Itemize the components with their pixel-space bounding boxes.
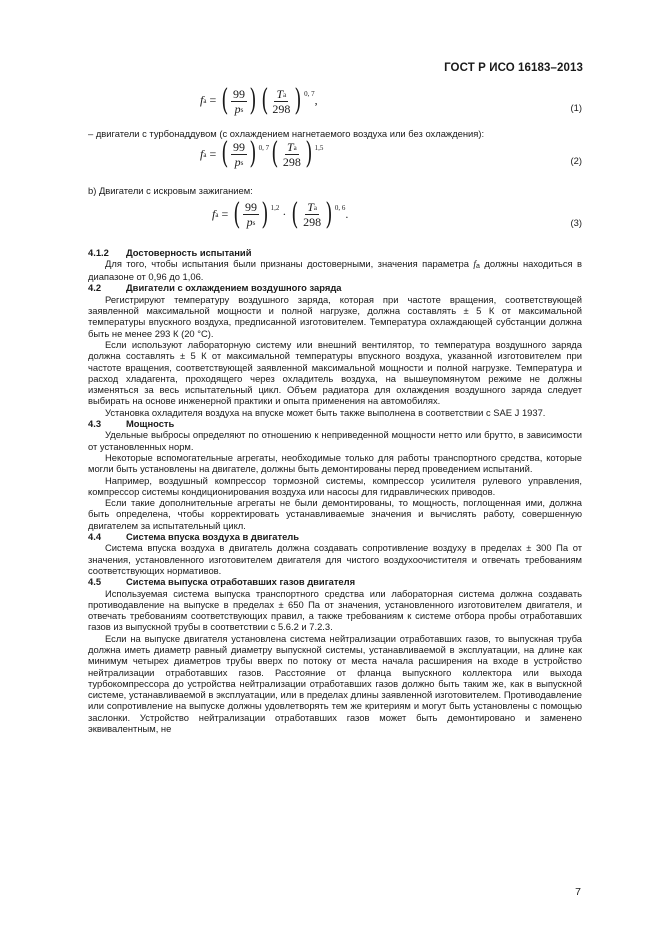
equation-3 bbox=[88, 197, 582, 247]
paragraph: Установка охладителя воздуха на впуске может быть также выполнена в соответствии с SAE J 1937. bbox=[105, 406, 546, 418]
eq-num-2: T bbox=[276, 86, 284, 101]
eq-lhs: f bbox=[200, 93, 204, 108]
eq-den-1-sub: s bbox=[240, 105, 244, 114]
paragraph: Регистрируют температуру воздушного заряда, которая при частоте вращения, соответствующей заявленной максимальной мощности и полной нагрузке, должна составлять ± 5 К от максимальной температуры впускного воздуха, предписанной изготовителем. Температура охлаждающей субстанции должна быть не менее 293 К (20 °С). bbox=[88, 293, 582, 339]
param-symbol-sub: a bbox=[476, 262, 480, 270]
param-symbol: f bbox=[473, 259, 477, 270]
section-heading-4-1-2 bbox=[88, 247, 582, 258]
eq-exp-1: 0, 7 bbox=[258, 143, 270, 152]
turbo-line: – двигатели с турбонаддувом (с охлаждением нагнетаемого воздуха или без охлаждения): bbox=[88, 128, 485, 139]
eq-num-2: T bbox=[307, 200, 314, 215]
section-title: Достоверность испытаний bbox=[126, 246, 252, 258]
eq-exp-1: 1,2 bbox=[270, 203, 280, 212]
equation-number: (2) bbox=[570, 155, 582, 167]
section-title: Двигатели с охлаждением воздушного заряда bbox=[126, 282, 342, 294]
eq-lhs: f bbox=[200, 146, 204, 161]
section-number: 4.4 bbox=[88, 531, 102, 543]
eq-exp-2: 0, 7 bbox=[304, 90, 315, 99]
eq-den-2: 298 bbox=[282, 154, 301, 169]
paragraph: Если на выпуске двигателя установлена система нейтрализации отработавших газов, то выпускная труба должна иметь диаметр равный диаметру выпускной системы, устанавливаемой в эксплуатации, на длине как минимум четырех диаметров трубы вверх по потоку от места начала расширения на входе в устройство нейтрализации отработавших газов. Расстояние от фланца выпускного коллектора или выхода турбокомпрессора до устройства нейтрализации отработавших газов должно быть таким же, как в выпускной системе, устанавливаемой в эксплуатации, или в пределах длины заявленной изготовителем. Противодавление или сопротивление на выпуске должны удовлетворять тем же критериям и могут быть установлены с помощью заслонки. Устройство нейтрализации отработавших газов может быть демонтировано и заменено эквивалентным, не bbox=[88, 632, 582, 735]
paragraph: Если такие дополнительные агрегаты не были демонтированы, то мощность, поглощенная ими, должна быть определена, чтобы корректировать устанавливаемые значения и вычислять работу, совершенную двигателем за испытательный цикл. bbox=[88, 497, 582, 531]
spark-line: b) Двигатели с искровым зажиганием: bbox=[88, 185, 253, 197]
eq-den-1: p bbox=[234, 154, 241, 169]
paragraph: Если используют лабораторную систему или внешний вентилятор, то температура воздушного заряда должна составлять ± 5 К от максимальной температуры впускного воздуха, указанной изготовителем при частоте вращения, соответствующей заявленной максимальной мощности и полной нагрузке. Температура и расход хладагента, проходящего через охладитель воздуха, на вышеупомянутом режиме не должны изменяться за весь испытательный цикл. Объем радиатора для охлаждения воздушного заряда следует выбирать на основе инженерной практики и опыта применения на автомобилях. bbox=[88, 338, 582, 407]
eq-num-1: 99 bbox=[232, 86, 245, 101]
eq-den-2: 298 bbox=[272, 101, 291, 116]
section-title: Система впуска воздуха в двигатель bbox=[126, 531, 300, 543]
paragraph: Используемая система выпуска транспортного средства или лабораторная система должна создавать противодавление на выпуске в пределах ± 650 Па от значения, установленного изготовителем двигателя, и отвечать требованиям соответствующих правил, а также требованиям к системе отбора пробы отработавших газов из выпускной трубы в соответствии с 5.6.2 и 7.2.3. bbox=[88, 587, 582, 633]
eq-num-1: 99 bbox=[244, 200, 257, 215]
section-heading-4-2 bbox=[88, 282, 582, 293]
eq-num-2-sub: a bbox=[293, 143, 297, 152]
paragraph: Система впуска воздуха в двигатель должна создавать сопротивление воздуху в пределах ± 300 Па от значения, установленного изготовителем двигателя для чистого воздухоочистителя и отвечать требованиям соответствующих нормативов. bbox=[88, 542, 582, 576]
section-title: Система выпуска отработавших газов двигателя bbox=[126, 576, 356, 588]
document-id-header: ГОСТ Р ИСО 16183–2013 bbox=[444, 62, 583, 74]
equation-1 bbox=[88, 83, 582, 130]
eq-num-2-sub: a bbox=[283, 90, 287, 99]
page-body bbox=[88, 83, 583, 735]
eq-tail: . bbox=[345, 206, 349, 221]
eq-tail: , bbox=[314, 93, 318, 108]
section-heading-4-4 bbox=[88, 531, 582, 542]
section-number: 4.5 bbox=[88, 576, 102, 588]
section-number: 4.2 bbox=[88, 282, 102, 294]
eq-den-1: p bbox=[234, 101, 241, 116]
eq-num-1: 99 bbox=[232, 139, 245, 154]
equation-2 bbox=[88, 136, 582, 185]
equation-formula: f a = ( $\frac{99}{ps}$ ) 1,2 · ( $\frac{Ta}{298}$ ) 0, 6 . bbox=[212, 196, 349, 232]
section-number: 4.1.2 bbox=[88, 246, 109, 258]
page-number: 7 bbox=[575, 886, 581, 898]
equation-number: (1) bbox=[570, 102, 582, 113]
section-title: Мощность bbox=[126, 418, 175, 430]
eq-lhs-sub: a bbox=[203, 97, 207, 106]
paragraph bbox=[88, 258, 582, 283]
paragraph-text: должны находиться в диапазоне от 0,96 до 1,06. bbox=[88, 257, 583, 283]
paragraph: Удельные выбросы определяют по отношению к неприведенной мощности нетто или брутто, в зависимости от установленных норм. bbox=[88, 429, 582, 452]
paragraph-text: Для того, чтобы испытания были признаны достоверными, значения параметра bbox=[105, 257, 474, 269]
paragraph: Например, воздушный компрессор тормозной системы, компрессор усилителя рулевого управления, компрессор системы кондиционирования воздуха или насосы для гидравлических приводов. bbox=[88, 474, 582, 497]
eq-lhs-sub: a bbox=[215, 210, 219, 219]
equation-formula: f a = ( $\frac{99}{ps}$ ) ( $\frac{Ta}{298}$ ) 0, 7 , bbox=[200, 83, 318, 118]
paragraph: Некоторые вспомогательные агрегаты, необходимые только для работы транспортного средства, которые могли быть установлены на двигателе, должны быть демонтированы перед проведением испытаний. bbox=[88, 451, 582, 475]
section-heading-4-3 bbox=[88, 418, 582, 429]
equation-number: (3) bbox=[570, 216, 582, 228]
eq-den-2: 298 bbox=[303, 215, 322, 230]
eq-den-1-sub: s bbox=[252, 219, 256, 228]
eq-exp-2: 1,5 bbox=[314, 143, 324, 152]
eq-num-2-sub: a bbox=[313, 204, 318, 213]
eq-num-2: T bbox=[286, 139, 294, 154]
equation-formula: f a = ( $\frac{99}{ps}$ ) 0, 7 ( $\frac{Ta}{298}$ ) 1,5 bbox=[200, 136, 324, 172]
eq-den-1-sub: s bbox=[240, 158, 244, 167]
eq-exp-2: 0, 6 bbox=[334, 203, 346, 212]
eq-den-1: p bbox=[246, 215, 253, 230]
section-heading-4-5 bbox=[88, 576, 582, 587]
section-number: 4.3 bbox=[88, 418, 102, 430]
eq-lhs-sub: a bbox=[203, 150, 207, 159]
eq-lhs: f bbox=[212, 206, 216, 221]
